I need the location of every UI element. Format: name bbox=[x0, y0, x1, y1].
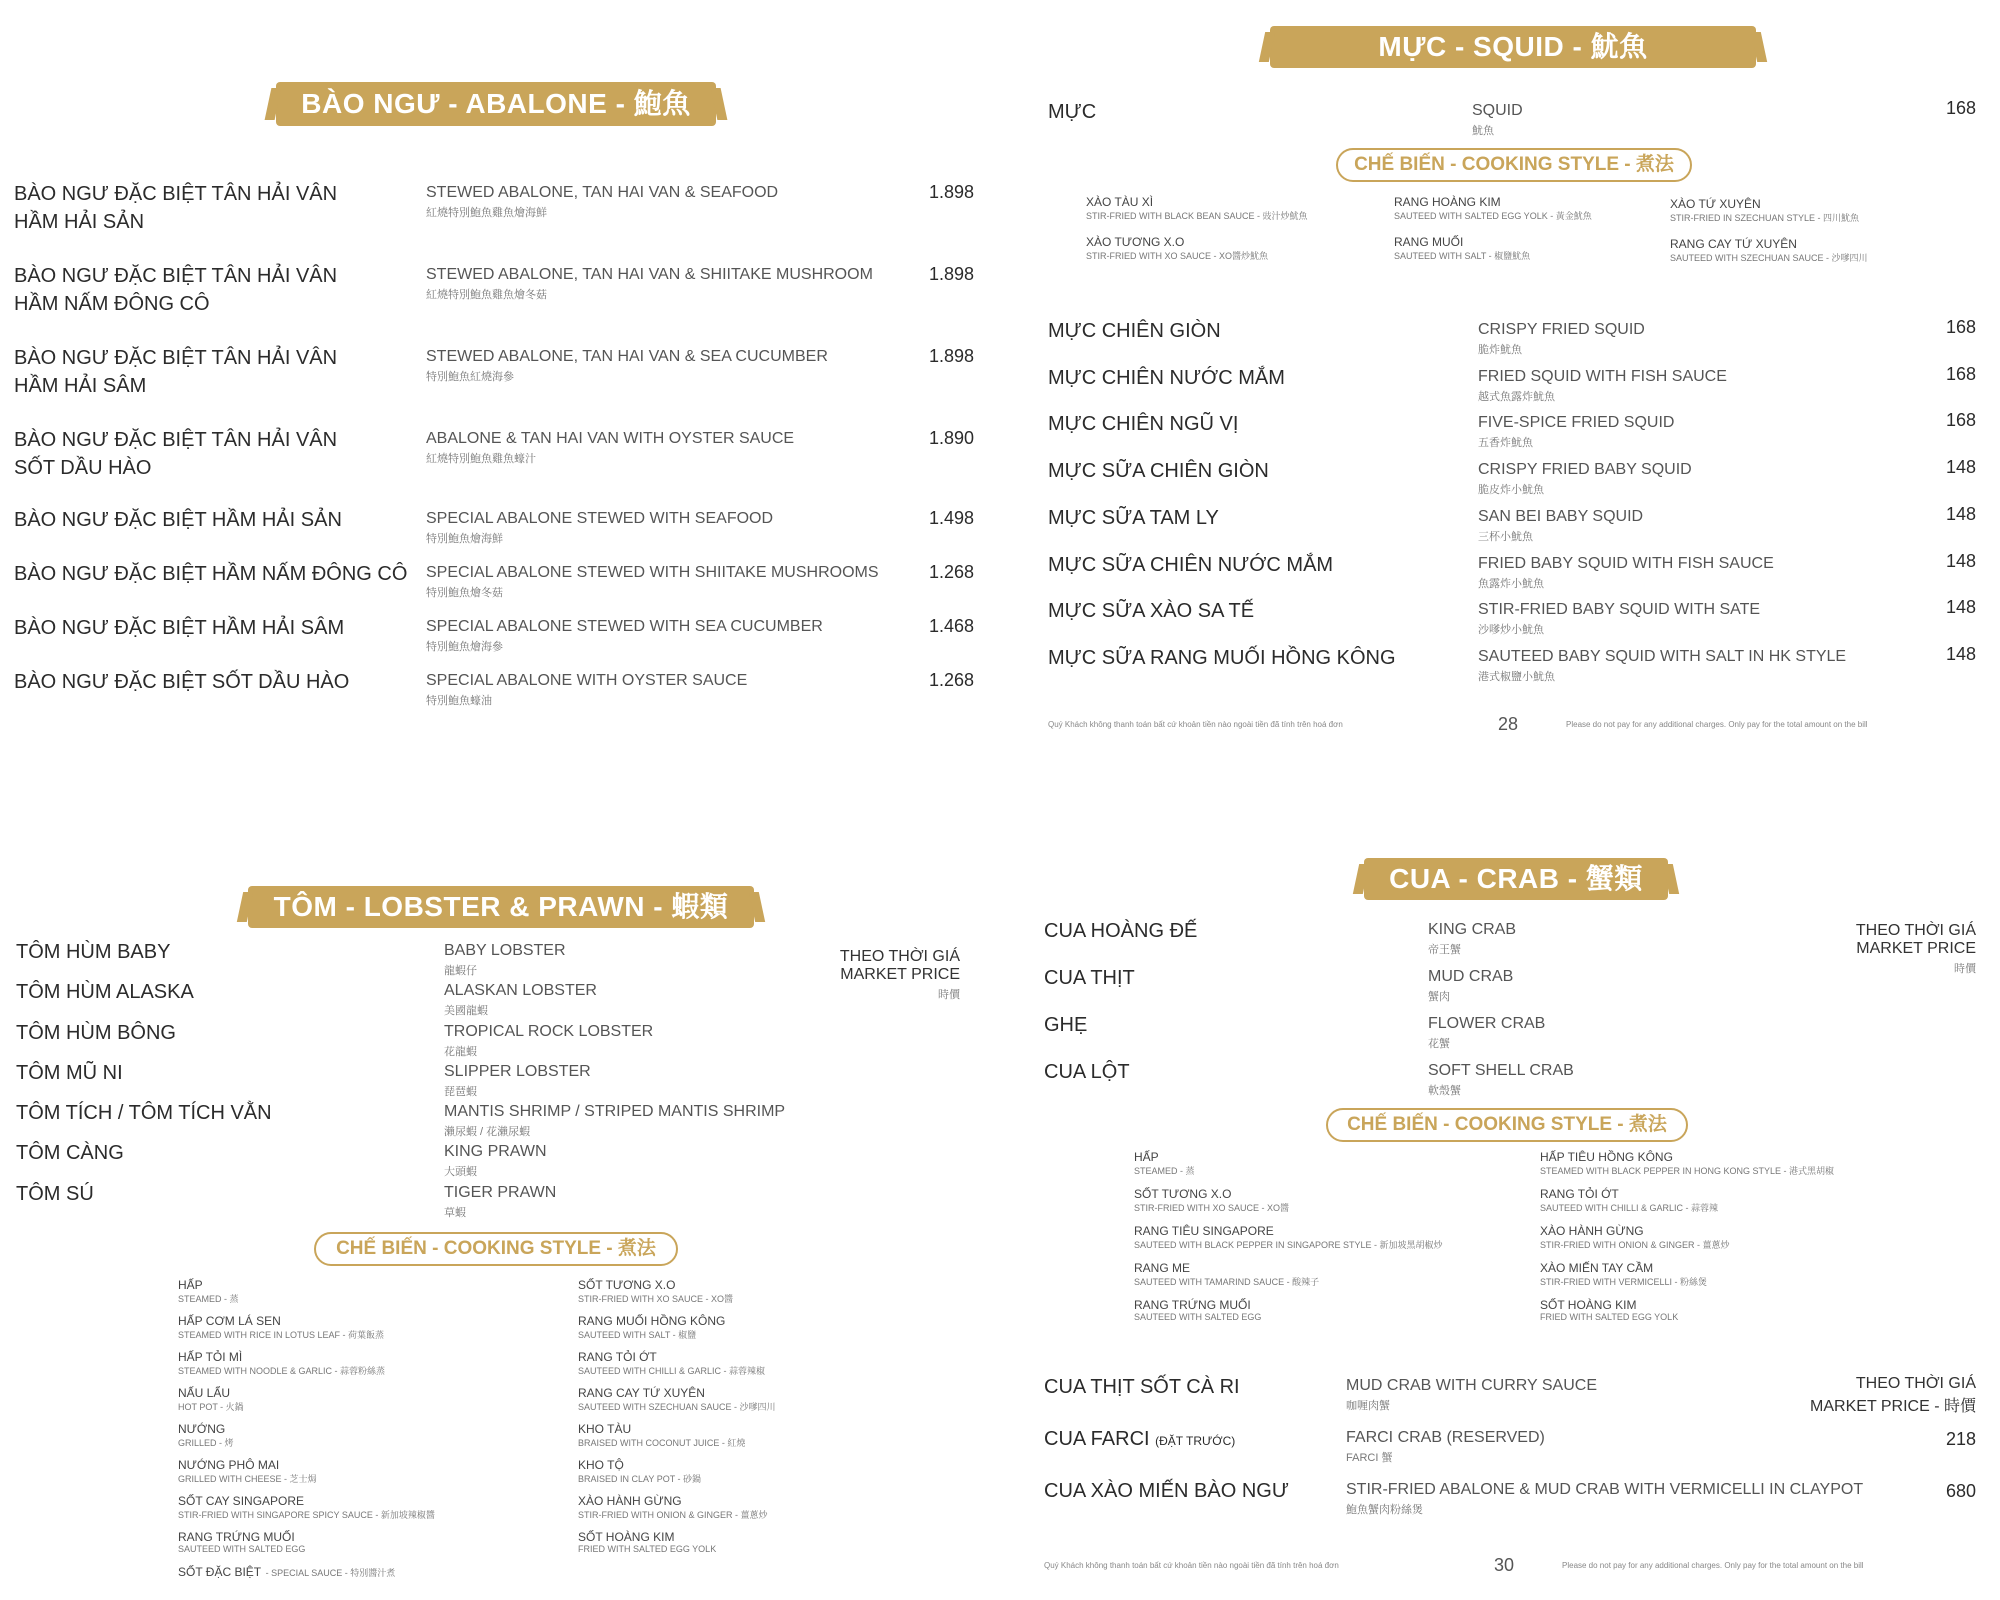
style-desc: STEAMED WITH NOODLE & GARLIC - 蒜蓉粉絲蒸 bbox=[178, 1366, 386, 1376]
item-english: STEWED ABALONE, TAN HAI VAN & SHIITAKE MUSHROOM bbox=[426, 266, 873, 283]
item-name: MỰC SỮA CHIÊN NƯỚC MẮM bbox=[1048, 554, 1334, 576]
style-name: SỐT TƯƠNG X.O bbox=[578, 1278, 676, 1292]
item-note: (ĐẶT TRƯỚC) bbox=[1155, 1434, 1236, 1448]
item-chinese: 魷魚 bbox=[1472, 125, 1494, 137]
item-price: 680 bbox=[1945, 1481, 1976, 1501]
style-desc: FRIED WITH SALTED EGG YOLK bbox=[578, 1544, 717, 1554]
crab-extra-item bbox=[1044, 1425, 1976, 1469]
item-chinese: 魚露炸小魷魚 bbox=[1478, 578, 1544, 590]
item-price: 168 bbox=[1945, 410, 1976, 430]
item-name: TÔM HÙM BABY bbox=[16, 941, 171, 963]
style-desc: STEAMED WITH BLACK PEPPER IN HONG KONG STYLE - 港式黑胡椒 bbox=[1540, 1166, 1835, 1176]
item-chinese: 紅燒特別鮑魚雞魚燴海鮮 bbox=[426, 207, 547, 219]
style-name: NƯỚNG bbox=[178, 1422, 226, 1436]
item-price: 1.268 bbox=[928, 562, 974, 582]
item-chinese: 花龍蝦 bbox=[444, 1046, 477, 1058]
style-desc: SAUTEED WITH SZECHUAN SAUCE - 沙嗲四川 bbox=[1670, 253, 1868, 263]
page-number: 28 bbox=[1498, 714, 1519, 734]
item-price: 1.468 bbox=[928, 616, 974, 636]
lobster-styles-right bbox=[578, 1278, 776, 1563]
item-name: CUA XÀO MIẾN BÀO NGƯ bbox=[1044, 1480, 1289, 1502]
abalone-item bbox=[14, 180, 974, 240]
item-english: SAN BEI BABY SQUID bbox=[1478, 508, 1644, 525]
style-name: NẤU LẨU bbox=[178, 1386, 231, 1400]
item-name: BÀO NGƯ ĐẶC BIỆT TÂN HẢI VÂN bbox=[14, 183, 338, 205]
style-desc: - SPECIAL SAUCE - 特別醬汁煮 bbox=[265, 1568, 396, 1578]
crab-banner: CUA - CRAB - 蟹類 bbox=[1364, 858, 1668, 900]
abalone-item bbox=[14, 560, 974, 600]
item-name: MỰC SỮA XÀO SA TẾ bbox=[1048, 600, 1255, 622]
item-name: TÔM TÍCH / TÔM TÍCH VẰN bbox=[16, 1102, 272, 1124]
style-name: RANG MUỐI HỒNG KÔNG bbox=[578, 1314, 726, 1328]
style-name: XÀO MIẾN TAY CẦM bbox=[1540, 1261, 1654, 1275]
lobster-cooking-style-label: CHẾ BIẾN - COOKING STYLE - 煮法 bbox=[314, 1232, 678, 1266]
item-name: BÀO NGƯ ĐẶC BIỆT TÂN HẢI VÂN bbox=[14, 347, 338, 369]
style-name: RANG HOÀNG KIM bbox=[1394, 195, 1501, 209]
abalone-item bbox=[14, 614, 974, 654]
abalone-item bbox=[14, 668, 974, 708]
style-name: KHO TỘ bbox=[578, 1458, 624, 1472]
item-english: STIR-FRIED ABALONE & MUD CRAB WITH VERMICELLI IN CLAYPOT bbox=[1346, 1481, 1864, 1498]
style-desc: STIR-FRIED WITH BLACK BEAN SAUCE - 豉汁炒魷魚 bbox=[1086, 211, 1308, 221]
squid-item bbox=[1048, 410, 1976, 450]
lobster-market-price bbox=[840, 948, 960, 1002]
item-english: MUD CRAB bbox=[1428, 968, 1514, 985]
item-english: SPECIAL ABALONE STEWED WITH SEA CUCUMBER bbox=[426, 618, 823, 635]
crab-styles-left bbox=[1134, 1150, 1443, 1332]
item-name-line2: HẦM NẤM ĐÔNG CÔ bbox=[14, 293, 210, 315]
squid-item bbox=[1048, 644, 1976, 684]
item-english: CRISPY FRIED SQUID bbox=[1478, 321, 1645, 338]
item-chinese: 脆炸魷魚 bbox=[1478, 344, 1522, 356]
item-name: TÔM CÀNG bbox=[16, 1142, 124, 1164]
style-name: XÀO TƯƠNG X.O bbox=[1086, 235, 1185, 249]
style-desc: STIR-FRIED WITH ONION & GINGER - 薑蔥炒 bbox=[1540, 1240, 1730, 1250]
squid-item bbox=[1048, 551, 1976, 591]
item-price: 168 bbox=[1945, 364, 1976, 384]
item-name: CUA LỘT bbox=[1044, 1061, 1130, 1083]
squid-style bbox=[1670, 197, 1859, 224]
squid-style bbox=[1086, 235, 1268, 262]
item-price: 148 bbox=[1945, 551, 1976, 571]
item-price: 1.890 bbox=[928, 428, 974, 448]
squid-style bbox=[1394, 235, 1530, 262]
style-name: RANG TỎI ỚT bbox=[578, 1350, 657, 1364]
item-name: MỰC SỮA TAM LY bbox=[1048, 507, 1219, 529]
item-name-line2: HẦM HẢI SẢN bbox=[14, 211, 145, 233]
style-name: RANG MUỐI bbox=[1394, 235, 1464, 249]
style-desc: BRAISED IN CLAY POT - 砂鍋 bbox=[578, 1474, 702, 1484]
style-desc: HOT POT - 火鍋 bbox=[178, 1402, 244, 1412]
item-english: MANTIS SHRIMP / STRIPED MANTIS SHRIMP bbox=[444, 1103, 786, 1120]
item-chinese: 美國龍蝦 bbox=[444, 1005, 488, 1017]
market-price-en: MARKET PRICE bbox=[840, 966, 960, 983]
item-price: 148 bbox=[1945, 644, 1976, 664]
crab-styles-right bbox=[1540, 1150, 1834, 1332]
item-english: FARCI CRAB (RESERVED) bbox=[1346, 1429, 1545, 1446]
style-name: SỐT CAY SINGAPORE bbox=[178, 1494, 305, 1508]
style-desc: STIR-FRIED WITH XO SAUCE - XO醬 bbox=[578, 1294, 734, 1304]
item-chinese: 紅燒特別鮑魚雞魚蠔汁 bbox=[426, 453, 536, 465]
style-desc: SAUTEED WITH SALT - 椒鹽 bbox=[578, 1330, 697, 1340]
style-desc: STIR-FRIED WITH SINGAPORE SPICY SAUCE - 新加坡辣椒醬 bbox=[178, 1510, 435, 1520]
item-name: MỰC SỮA RANG MUỐI HỒNG KÔNG bbox=[1048, 647, 1396, 669]
squid-item bbox=[1048, 597, 1976, 637]
style-name: RANG ME bbox=[1134, 1261, 1191, 1275]
market-price-cn: 時價 bbox=[938, 989, 960, 1001]
item-name: BÀO NGƯ ĐẶC BIỆT HẦM HẢI SÂM bbox=[14, 617, 345, 639]
style-desc: GRILLED - 烤 bbox=[178, 1438, 234, 1448]
item-chinese: 脆皮炸小魷魚 bbox=[1478, 484, 1544, 496]
footer-note-vn: Quý Khách không thanh toán bất cứ khoản tiền nào ngoài tiền đã tính trên hoá đơn bbox=[1048, 720, 1343, 729]
style-name: RANG CAY TỨ XUYÊN bbox=[1670, 237, 1797, 251]
crab-extra-item bbox=[1044, 1477, 1976, 1521]
item-english: ALASKAN LOBSTER bbox=[444, 982, 597, 999]
item-price: 148 bbox=[1945, 457, 1976, 477]
item-name: CUA FARCI bbox=[1044, 1428, 1150, 1450]
footer-note-en: Please do not pay for any additional charges. Only pay for the total amount on the bill bbox=[1562, 1561, 1864, 1570]
item-chinese: 特別鮑魚燴海鮮 bbox=[426, 533, 503, 545]
item-name-line2: HẦM HẢI SÂM bbox=[14, 375, 147, 397]
item-chinese: 軟殼蟹 bbox=[1428, 1085, 1461, 1097]
style-name: XÀO HÀNH GỪNG bbox=[578, 1494, 682, 1508]
item-english: STEWED ABALONE, TAN HAI VAN & SEA CUCUMBER bbox=[426, 348, 828, 365]
item-chinese: 琵琶蝦 bbox=[444, 1086, 477, 1098]
market-price-cn: 時價 bbox=[1954, 963, 1976, 975]
item-name: TÔM HÙM BÔNG bbox=[16, 1022, 176, 1044]
item-name: MỰC CHIÊN GIÒN bbox=[1048, 320, 1221, 342]
item-english: SPECIAL ABALONE STEWED WITH SEAFOOD bbox=[426, 510, 774, 527]
style-name: SỐT HOÀNG KIM bbox=[578, 1530, 675, 1544]
style-name: RANG TIÊU SINGAPORE bbox=[1134, 1224, 1274, 1238]
item-english: TIGER PRAWN bbox=[444, 1184, 557, 1201]
item-name: BÀO NGƯ ĐẶC BIỆT TÂN HẢI VÂN bbox=[14, 429, 338, 451]
item-name: TÔM SÚ bbox=[16, 1183, 94, 1205]
item-chinese: 蟹肉 bbox=[1428, 991, 1450, 1003]
market-price-vn: THEO THỜI GIÁ bbox=[1855, 922, 1976, 939]
item-chinese: 越式魚露炸魷魚 bbox=[1478, 391, 1555, 403]
style-name: HẤP TỎI MÌ bbox=[178, 1350, 243, 1364]
style-desc: SAUTEED WITH SALT - 椒鹽魷魚 bbox=[1394, 251, 1531, 261]
item-english: SQUID bbox=[1472, 102, 1523, 119]
squid-head-item bbox=[1048, 98, 1976, 138]
item-english: SOFT SHELL CRAB bbox=[1428, 1062, 1574, 1079]
item-english: ABALONE & TAN HAI VAN WITH OYSTER SAUCE bbox=[426, 430, 795, 447]
style-desc: SAUTEED WITH CHILLI & GARLIC - 蒜蓉辣椒 bbox=[578, 1366, 766, 1376]
squid-style bbox=[1086, 195, 1308, 222]
item-chinese: 五香炸魷魚 bbox=[1478, 437, 1533, 449]
squid-item bbox=[1048, 364, 1976, 404]
item-chinese: 咖喱肉蟹 bbox=[1346, 1400, 1390, 1412]
item-chinese: 瀨尿蝦 / 花瀨尿蝦 bbox=[444, 1126, 531, 1138]
item-chinese: 三杯小魷魚 bbox=[1478, 531, 1533, 543]
lobster-banner: TÔM - LOBSTER & PRAWN - 蝦類 bbox=[248, 886, 754, 928]
style-name: SỐT HOÀNG KIM bbox=[1540, 1298, 1637, 1312]
item-name: CUA HOÀNG ĐẾ bbox=[1044, 920, 1198, 942]
squid-cooking-style-label: CHẾ BIẾN - COOKING STYLE - 煮法 bbox=[1336, 148, 1692, 182]
style-desc: SAUTEED WITH BLACK PEPPER IN SINGAPORE STYLE - 新加坡黑胡椒炒 bbox=[1134, 1240, 1443, 1250]
style-desc: STIR-FRIED WITH ONION & GINGER - 薑蔥炒 bbox=[578, 1510, 768, 1520]
item-name: MỰC bbox=[1048, 101, 1097, 123]
item-name: TÔM MŨ NI bbox=[16, 1062, 123, 1084]
style-desc: SAUTEED WITH SZECHUAN SAUCE - 沙嗲四川 bbox=[578, 1402, 776, 1412]
item-price-vn: THEO THỜI GIÁ bbox=[1855, 1375, 1976, 1392]
abalone-item bbox=[14, 262, 974, 322]
item-english: KING PRAWN bbox=[444, 1143, 547, 1160]
item-english: SLIPPER LOBSTER bbox=[444, 1063, 591, 1080]
item-price: MARKET PRICE - 時價 bbox=[1810, 1398, 1976, 1415]
item-price: 1.898 bbox=[928, 346, 974, 366]
lobster-styles-left bbox=[178, 1278, 435, 1581]
item-name: MỰC SỮA CHIÊN GIÒN bbox=[1048, 460, 1269, 482]
style-desc: STIR-FRIED WITH XO SAUCE - XO醬炒魷魚 bbox=[1086, 251, 1269, 261]
squid-item bbox=[1048, 504, 1976, 544]
item-name: TÔM HÙM ALASKA bbox=[16, 981, 194, 1003]
item-chinese: FARCI 蟹 bbox=[1346, 1452, 1393, 1464]
item-price: 1.898 bbox=[928, 182, 974, 202]
style-desc: STIR-FRIED WITH VERMICELLI - 粉絲煲 bbox=[1540, 1277, 1708, 1287]
item-price: 1.898 bbox=[928, 264, 974, 284]
item-name: MỰC CHIÊN NƯỚC MẮM bbox=[1048, 367, 1285, 389]
style-name: HẤP TIÊU HỒNG KÔNG bbox=[1540, 1150, 1673, 1164]
item-chinese: 草蝦 bbox=[444, 1207, 466, 1219]
style-desc: STIR-FRIED WITH XO SAUCE - XO醬 bbox=[1134, 1203, 1290, 1213]
item-price: 168 bbox=[1945, 98, 1976, 118]
item-name: BÀO NGƯ ĐẶC BIỆT HẦM NẤM ĐÔNG CÔ bbox=[14, 563, 408, 585]
style-desc: SAUTEED WITH CHILLI & GARLIC - 蒜蓉辣 bbox=[1540, 1203, 1719, 1213]
item-english: STIR-FRIED BABY SQUID WITH SATE bbox=[1478, 601, 1761, 618]
item-price: 148 bbox=[1945, 597, 1976, 617]
item-chinese: 鮑魚蟹肉粉絲煲 bbox=[1346, 1504, 1423, 1516]
item-name: BÀO NGƯ ĐẶC BIỆT SỐT DẦU HÀO bbox=[14, 671, 350, 693]
style-name: XÀO HÀNH GỪNG bbox=[1540, 1224, 1644, 1238]
style-name: RANG TỎI ỚT bbox=[1540, 1187, 1619, 1201]
item-chinese: 沙嗲炒小魷魚 bbox=[1478, 624, 1544, 636]
style-name: XÀO TỨ XUYÊN bbox=[1670, 197, 1761, 211]
style-name: RANG CAY TỨ XUYÊN bbox=[578, 1386, 705, 1400]
style-name: KHO TÀU bbox=[578, 1422, 632, 1436]
style-desc: SAUTEED WITH TAMARIND SAUCE - 酸辣子 bbox=[1134, 1277, 1320, 1287]
crab-extra-item bbox=[1044, 1373, 1976, 1417]
item-english: FIVE-SPICE FRIED SQUID bbox=[1478, 414, 1675, 431]
abalone-item bbox=[14, 506, 974, 546]
footer-note-vn: Quý Khách không thanh toán bất cứ khoản tiền nào ngoài tiền đã tính trên hoá đơn bbox=[1044, 1561, 1339, 1570]
item-english: SPECIAL ABALONE STEWED WITH SHIITAKE MUSHROOMS bbox=[426, 564, 879, 581]
style-desc: STEAMED - 蒸 bbox=[178, 1294, 239, 1304]
item-english: KING CRAB bbox=[1428, 921, 1517, 938]
market-price-vn: THEO THỜI GIÁ bbox=[839, 948, 960, 965]
item-chinese: 特別鮑魚燴冬菇 bbox=[426, 587, 503, 599]
item-name-line2: SỐT DẦU HÀO bbox=[14, 457, 152, 479]
market-price-en: MARKET PRICE bbox=[1856, 940, 1976, 957]
style-desc: STEAMED WITH RICE IN LOTUS LEAF - 荷葉飯蒸 bbox=[178, 1330, 385, 1340]
item-chinese: 紅燒特別鮑魚雞魚燴冬菇 bbox=[426, 289, 547, 301]
item-english: STEWED ABALONE, TAN HAI VAN & SEAFOOD bbox=[426, 184, 779, 201]
item-price: 1.268 bbox=[928, 670, 974, 690]
style-name: HẤP bbox=[178, 1278, 203, 1292]
style-name: HẤP CƠM LÁ SEN bbox=[178, 1314, 281, 1328]
style-name: SỐT ĐẶC BIỆT bbox=[178, 1565, 262, 1579]
item-english: MUD CRAB WITH CURRY SAUCE bbox=[1346, 1377, 1597, 1394]
footer-note-en: Please do not pay for any additional charges. Only pay for the total amount on the bill bbox=[1566, 720, 1868, 729]
item-chinese: 特別鮑魚蠔油 bbox=[426, 695, 492, 707]
squid-item bbox=[1048, 457, 1976, 497]
item-english: FRIED BABY SQUID WITH FISH SAUCE bbox=[1478, 555, 1774, 572]
abalone-item bbox=[14, 426, 974, 486]
abalone-banner: BÀO NGƯ - ABALONE - 鮑魚 bbox=[276, 82, 716, 126]
crab-cooking-style-label: CHẾ BIẾN - COOKING STYLE - 煮法 bbox=[1326, 1108, 1688, 1142]
item-price: 1.498 bbox=[928, 508, 974, 528]
item-english: TROPICAL ROCK LOBSTER bbox=[444, 1023, 654, 1040]
item-chinese: 帝王蟹 bbox=[1428, 944, 1461, 956]
item-chinese: 花蟹 bbox=[1428, 1038, 1450, 1050]
style-desc: STIR-FRIED IN SZECHUAN STYLE - 四川魷魚 bbox=[1670, 213, 1860, 223]
item-chinese: 港式椒鹽小魷魚 bbox=[1478, 671, 1555, 683]
item-english: FLOWER CRAB bbox=[1428, 1015, 1546, 1032]
item-name: GHẸ bbox=[1044, 1014, 1088, 1036]
style-desc: SAUTEED WITH SALTED EGG YOLK - 黃金魷魚 bbox=[1394, 211, 1592, 221]
item-name: BÀO NGƯ ĐẶC BIỆT HẦM HẢI SẢN bbox=[14, 509, 342, 531]
style-name: XÀO TÀU XÌ bbox=[1086, 195, 1154, 209]
item-chinese: 大頭蝦 bbox=[444, 1166, 477, 1178]
item-english: FRIED SQUID WITH FISH SAUCE bbox=[1478, 368, 1727, 385]
item-english: SPECIAL ABALONE WITH OYSTER SAUCE bbox=[426, 672, 748, 689]
item-english: CRISPY FRIED BABY SQUID bbox=[1478, 461, 1692, 478]
item-chinese: 龍蝦仔 bbox=[444, 965, 477, 977]
style-desc: GRILLED WITH CHEESE - 芝士焗 bbox=[178, 1474, 317, 1484]
abalone-item bbox=[14, 344, 974, 404]
style-desc: SAUTEED WITH SALTED EGG bbox=[178, 1544, 306, 1554]
item-english: SAUTEED BABY SQUID WITH SALT IN HK STYLE bbox=[1478, 648, 1847, 665]
squid-style bbox=[1670, 237, 1868, 264]
style-name: HẤP bbox=[1134, 1150, 1159, 1164]
item-price: 148 bbox=[1945, 504, 1976, 524]
crab-market-price bbox=[1856, 922, 1976, 976]
style-name: RANG TRỨNG MUỐI bbox=[1134, 1298, 1251, 1312]
item-english: BABY LOBSTER bbox=[444, 942, 566, 959]
style-name: SỐT TƯƠNG X.O bbox=[1134, 1187, 1232, 1201]
style-desc: BRAISED WITH COCONUT JUICE - 紅燒 bbox=[578, 1438, 746, 1448]
item-name: BÀO NGƯ ĐẶC BIỆT TÂN HẢI VÂN bbox=[14, 265, 338, 287]
page-number: 30 bbox=[1494, 1555, 1515, 1575]
item-name: CUA THỊT bbox=[1044, 967, 1135, 989]
squid-banner: MỰC - SQUID - 魷魚 bbox=[1270, 26, 1756, 68]
item-name: CUA THỊT SỐT CÀ RI bbox=[1044, 1376, 1240, 1398]
item-price: 218 bbox=[1945, 1429, 1976, 1449]
item-chinese: 特別鮑魚燴海參 bbox=[426, 641, 503, 653]
style-name: RANG TRỨNG MUỐI bbox=[178, 1530, 295, 1544]
style-desc: STEAMED - 蒸 bbox=[1134, 1166, 1195, 1176]
squid-style bbox=[1394, 195, 1592, 222]
item-chinese: 特別鮑魚紅燒海參 bbox=[426, 371, 514, 383]
style-desc: FRIED WITH SALTED EGG YOLK bbox=[1540, 1312, 1679, 1322]
style-name: NƯỚNG PHÔ MAI bbox=[178, 1458, 280, 1472]
item-price: 168 bbox=[1945, 317, 1976, 337]
style-desc: SAUTEED WITH SALTED EGG bbox=[1134, 1312, 1262, 1322]
item-name: MỰC CHIÊN NGŨ VỊ bbox=[1048, 413, 1239, 435]
squid-item bbox=[1048, 317, 1976, 357]
